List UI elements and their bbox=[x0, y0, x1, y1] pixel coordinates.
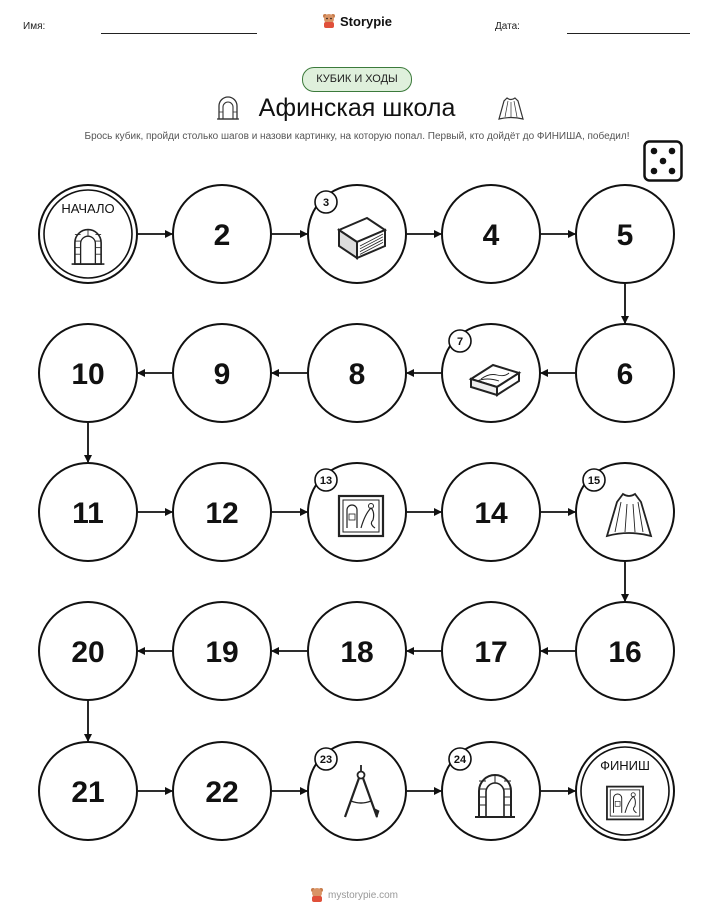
cell-number: 8 bbox=[348, 358, 366, 391]
cell-number: 12 bbox=[205, 497, 239, 530]
cell-number: 20 bbox=[71, 636, 105, 669]
cell-number: 5 bbox=[616, 219, 634, 252]
cell-number: 17 bbox=[474, 636, 508, 669]
finish-cell[interactable] bbox=[576, 742, 674, 840]
cell-number-badge: 3 bbox=[322, 197, 330, 209]
board-cell-13[interactable] bbox=[308, 463, 406, 561]
name-label: Имя: bbox=[23, 21, 46, 32]
board-cell-5[interactable] bbox=[576, 185, 674, 283]
cell-number: 2 bbox=[213, 219, 231, 252]
cell-number: 6 bbox=[616, 358, 634, 391]
board-cell-8[interactable] bbox=[308, 324, 406, 422]
cell-number-badge: 13 bbox=[319, 475, 333, 487]
bear-mascot-icon bbox=[310, 887, 324, 903]
board-cell-11[interactable] bbox=[39, 463, 137, 561]
start-cell[interactable] bbox=[39, 185, 137, 283]
fresco-icon bbox=[607, 787, 643, 820]
cell-number-badge: 23 bbox=[319, 754, 333, 766]
board-cell-24[interactable] bbox=[442, 742, 540, 840]
board-cell-14[interactable] bbox=[442, 463, 540, 561]
cell-number: 11 bbox=[72, 497, 104, 530]
cell-number: 9 bbox=[213, 358, 231, 391]
cell-number: 19 bbox=[205, 636, 239, 669]
cell-number: 10 bbox=[71, 358, 105, 391]
cell-number: 16 bbox=[608, 636, 642, 669]
board-cell-15[interactable] bbox=[576, 463, 674, 561]
footer-site: mystorypie.com bbox=[328, 889, 399, 901]
board-cell-19[interactable] bbox=[173, 602, 271, 700]
board-cell-17[interactable] bbox=[442, 602, 540, 700]
cell-label: НАЧАЛО bbox=[61, 201, 115, 216]
footer bbox=[310, 887, 398, 903]
board-cell-12[interactable] bbox=[173, 463, 271, 561]
activity-badge: КУБИК И ХОДЫ bbox=[302, 67, 412, 92]
board-cell-4[interactable] bbox=[442, 185, 540, 283]
cell-label: ФИНИШ bbox=[600, 758, 650, 773]
board-cell-2[interactable] bbox=[173, 185, 271, 283]
board-cell-9[interactable] bbox=[173, 324, 271, 422]
cell-number: 14 bbox=[474, 497, 508, 530]
board-cell-21[interactable] bbox=[39, 742, 137, 840]
cell-number: 22 bbox=[205, 776, 239, 809]
board-cell-18[interactable] bbox=[308, 602, 406, 700]
cell-number-badge: 7 bbox=[456, 336, 464, 348]
cell-number: 4 bbox=[482, 219, 500, 252]
instructions: Брось кубик, пройди столько шагов и назови картинку, на которую попал. Первый, кто дойдёт до ФИНИША, победил! bbox=[84, 131, 630, 142]
board-cell-16[interactable] bbox=[576, 602, 674, 700]
fresco-icon bbox=[339, 496, 383, 536]
board-cell-20[interactable] bbox=[39, 602, 137, 700]
board-cell-6[interactable] bbox=[576, 324, 674, 422]
cell-number-badge: 15 bbox=[587, 475, 601, 487]
date-label: Дата: bbox=[495, 21, 520, 32]
board-cell-3[interactable] bbox=[308, 185, 406, 283]
cell-number: 18 bbox=[340, 636, 374, 669]
board-cell-10[interactable] bbox=[39, 324, 137, 422]
board-cell-7[interactable] bbox=[442, 324, 540, 422]
brand-name: Storypie bbox=[340, 13, 393, 29]
board-cell-22[interactable] bbox=[173, 742, 271, 840]
cell-number: 21 bbox=[71, 776, 105, 809]
board-cell-23[interactable] bbox=[308, 742, 406, 840]
cell-number-badge: 24 bbox=[453, 754, 467, 766]
page-title: Афинская школа bbox=[258, 94, 456, 122]
